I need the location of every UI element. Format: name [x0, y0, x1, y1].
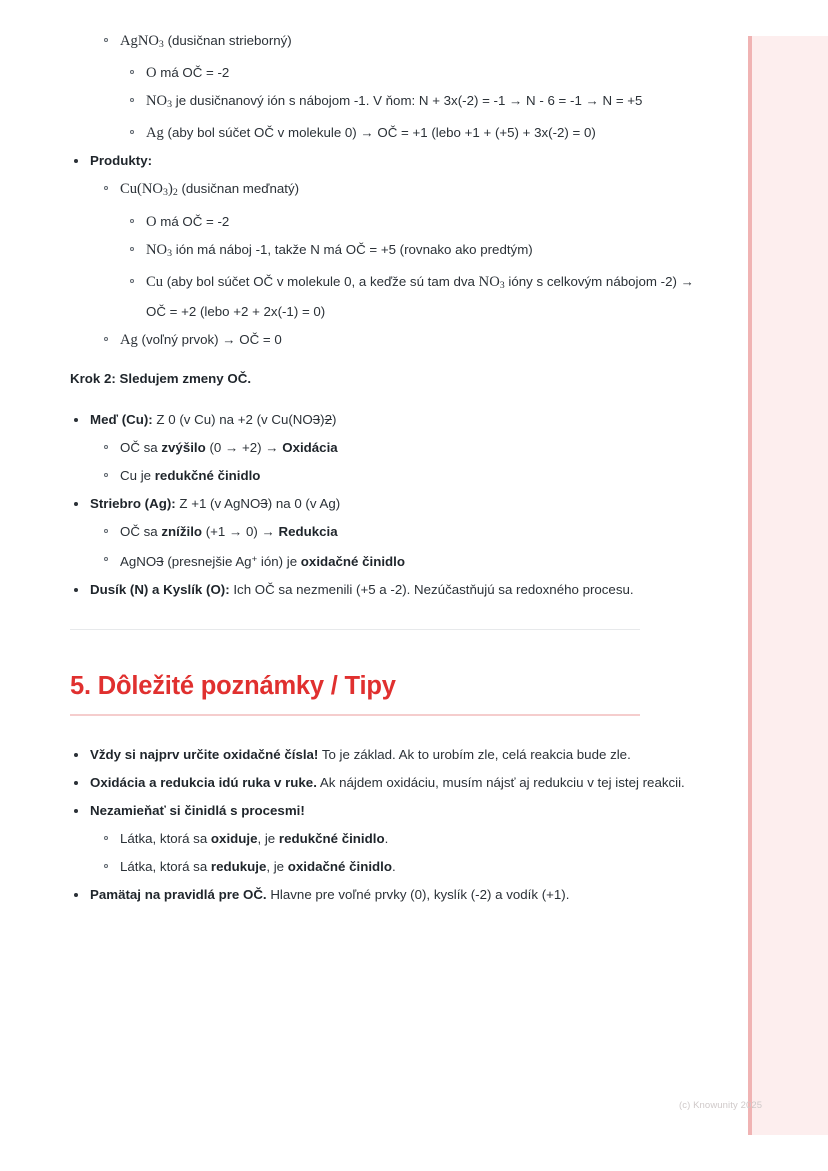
tip-3-text	[90, 798, 700, 824]
nitrate-ion-explanation: je dusičnanový ión s nábojom -1. V ňom: N + 3x(-2) = -1 → N - 6 = -1 → N = +5	[172, 93, 643, 109]
products-label: Produkty:	[90, 153, 153, 169]
nitrogen-oxygen-label: Dusík (N) a Kyslík (O):	[90, 581, 230, 597]
text-mid-a: (presnejšie Ag	[163, 553, 252, 569]
formula-text: NO	[146, 93, 168, 110]
tips-list-continued	[0, 882, 700, 908]
tip-1-rest: To je základ. Ak to urobím zle, celá reakcia bude zle.	[318, 746, 631, 762]
silver-text-c: ) na 0 (v Ag)	[267, 495, 341, 511]
charge-superscript: +	[251, 553, 258, 565]
chemical-formula-agno3	[120, 33, 164, 49]
list-item-silver	[0, 491, 700, 517]
text-bold: oxidačné činidlo	[300, 553, 405, 569]
copper-sub-list	[0, 435, 700, 489]
cu-nitrate-explanation: ión má náboj -1, takže N má OČ = +5 (rovnako ako predtým)	[172, 241, 533, 257]
compound-name: (dusičnan meďnatý)	[177, 181, 300, 197]
list-item-nitrogen-oxygen	[0, 577, 700, 603]
text-pre: OČ sa	[120, 523, 162, 539]
formula-no3	[146, 242, 172, 258]
tip-4-rest: Hlavne pre voľné prvky (0), kyslík (-2) a vodík (+1).	[266, 886, 570, 902]
cu-no3-2-line	[120, 176, 700, 206]
tip-3-sub-1-text	[120, 826, 700, 852]
compound-name: (dusičnan strieborný)	[163, 33, 292, 48]
formula-ag	[120, 332, 138, 348]
formula-no3: $NO_3$	[478, 273, 505, 291]
decorative-side-panel	[748, 36, 828, 1135]
tip-1-bold: Vždy si najprv určite oxidačné čísla!	[90, 746, 319, 762]
list-item-tip-1	[0, 742, 700, 768]
text-pre: OČ sa	[120, 439, 162, 455]
formula-text: )	[167, 181, 173, 198]
text-post: .	[384, 830, 389, 846]
text-bold-2: redukčné činidlo	[278, 830, 385, 846]
page-title: 5. Dôležité poznámky / Tipy	[70, 671, 396, 700]
chemical-formula-cu-no3-2	[120, 181, 178, 197]
list-item-nitrate-ion	[0, 88, 700, 118]
silver-line	[90, 491, 700, 517]
formula-subscript: 2	[172, 187, 178, 199]
list-item-cu-oc	[0, 269, 700, 325]
text-bold-1: znížilo	[161, 523, 203, 539]
products-label-text	[90, 148, 700, 174]
tip-3-sub-2-text	[120, 854, 700, 880]
list-item-cu-oxygen-oc	[0, 209, 700, 235]
struck-subscript: 2	[324, 411, 332, 427]
list-item-copper-oxidation	[0, 435, 700, 461]
formula-o: O	[146, 213, 157, 230]
tip-4-text	[90, 882, 700, 908]
struck-subscript: 3	[312, 411, 321, 427]
tip-2-bold: Oxidácia a redukcia idú ruka v ruke.	[90, 774, 317, 790]
nitrate-ion-text	[146, 88, 700, 118]
ag-free-text	[120, 327, 700, 353]
oxygen-oc-text: O má OČ = -2	[146, 60, 700, 86]
list-item-products-label	[0, 148, 700, 174]
nitrogen-oxygen-text	[90, 577, 700, 603]
text-pre: Látka, ktorá sa	[120, 830, 211, 846]
list-item-copper-reducing-agent	[0, 463, 700, 489]
cu-oc-part-b: ióny s celkovým nábojom -2) → OČ = +2 (lebo +2 + 2x(-1) = 0)	[146, 273, 694, 319]
silver-reduction-text	[120, 519, 700, 545]
step2-silver-list	[0, 491, 700, 517]
text-post: .	[391, 858, 396, 874]
text-mid: (+1 → 0) →	[202, 523, 279, 539]
tip-3-bold: Nezamieňať si činidlá s procesmi!	[90, 802, 305, 818]
formula-subscript: 3	[167, 99, 173, 111]
nitrogen-oxygen-explanation: Ich OČ sa nezmenili (+5 a -2). Nezúčastňujú sa redoxného procesu.	[229, 581, 634, 597]
list-item-silver-oc	[0, 120, 700, 146]
copper-text-c: )	[331, 411, 337, 427]
products-list	[0, 148, 700, 174]
text-pre: Látka, ktorá sa	[120, 858, 211, 874]
list-item-tip-4	[0, 882, 700, 908]
formula-text: Cu(NO	[120, 181, 163, 198]
list-item-oxygen-oc	[0, 60, 700, 86]
formula-text: AgNO	[120, 33, 159, 49]
cu-sub-list	[0, 209, 700, 325]
copper-label: Meď (Cu):	[90, 411, 153, 427]
list-item-cu-nitrate	[0, 237, 700, 267]
text-bold-1: redukuje	[210, 858, 267, 874]
step2-copper-list	[0, 407, 700, 433]
ag-free-list	[0, 327, 700, 353]
formula-text: Ag	[120, 331, 138, 348]
copper-text-a: Z 0 (v Cu) na +2 (v Cu(NO	[152, 411, 313, 427]
formula-subscript: 3	[167, 247, 173, 259]
cu-oxygen-oc-text: O má OČ = -2	[146, 209, 700, 235]
copper-reducing-agent-text	[120, 463, 700, 489]
text-bold-2: Oxidácia	[282, 439, 338, 455]
formula-subscript: 3	[158, 39, 164, 51]
section-divider	[70, 629, 640, 630]
formula-subscript: 3	[162, 187, 168, 199]
text-mid: , je	[266, 858, 288, 874]
text-mid: , je	[257, 830, 279, 846]
step2-heading: Krok 2: Sledujem zmeny OČ.	[70, 370, 252, 386]
silver-oc-text: Ag (aby bol súčet OČ v molekule 0) → OČ = +1 (lebo +1 + (+5) + 3x(-2) = 0)	[146, 120, 700, 146]
struck-subscript: 3	[260, 495, 268, 511]
tip-2-rest: Ak nájdem oxidáciu, musím nájsť aj redukciu v tej istej reakcii.	[316, 774, 685, 790]
tip-3-sub-list	[0, 826, 700, 880]
step2-nitrogen-list	[0, 577, 700, 603]
list-item-tip-3-sub-1	[0, 826, 700, 852]
agno3-formula-line	[120, 28, 700, 58]
silver-sub-list	[0, 519, 700, 575]
tip-2-text	[90, 770, 700, 796]
agno3-sub-list	[0, 60, 700, 146]
ag-free-explanation: (voľný prvok) → OČ = 0	[137, 331, 282, 347]
list-item-ag-free	[0, 327, 700, 353]
products-sub-list	[0, 176, 700, 206]
copyright-watermark: (c) Knowunity 2025	[679, 1100, 763, 1111]
tips-list	[0, 742, 700, 824]
agno3-oxidizing-agent-text	[120, 547, 700, 575]
copper-oxidation-text	[120, 435, 700, 461]
silver-label: Striebro (Ag):	[90, 495, 176, 511]
section-heading-rule	[70, 714, 640, 716]
struck-subscript: 3	[156, 553, 164, 569]
formula-subscript: 3	[499, 279, 505, 291]
text-bold-1: redukčné činidlo	[154, 467, 261, 483]
list-item-agno3-oxidizing-agent	[0, 547, 700, 575]
tip-4-bold: Pamätaj na pravidlá pre OČ.	[90, 886, 267, 902]
list-item-tip-3	[0, 798, 700, 824]
list-item-silver-reduction	[0, 519, 700, 545]
tip-1-text	[90, 742, 700, 768]
text-bold-2: oxidačné činidlo	[287, 858, 392, 874]
reactants-list	[0, 28, 700, 58]
text-bold-1: oxiduje	[210, 830, 258, 846]
text-bold-2: Redukcia	[278, 523, 338, 539]
formula-no3	[146, 93, 172, 109]
list-item-agno3	[0, 28, 700, 58]
formula-cu: Cu	[146, 273, 164, 290]
formula-ag: Ag	[146, 125, 164, 142]
list-item-tip-3-sub-2	[0, 854, 700, 880]
list-item-tip-2	[0, 770, 700, 796]
formula-o: O	[146, 65, 157, 82]
text-mid-b: ión) je	[257, 553, 301, 569]
copper-line	[90, 407, 700, 433]
decorative-side-panel-stripe	[748, 36, 752, 1135]
list-item-cu-no3-2	[0, 176, 700, 206]
list-item-copper	[0, 407, 700, 433]
text-pre: AgNO	[120, 553, 157, 569]
cu-oc-text: Cu (aby bol súčet OČ v molekule 0, a keďže sú tam dva $NO_3$ ióny s celkovým nábojom -2) → OČ = +2 (lebo +2 + 2x(-1) = 0)	[146, 269, 700, 325]
formula-text: NO	[146, 241, 168, 258]
copper-text-b: )	[320, 411, 325, 427]
silver-text-a: Z +1 (v AgNO	[175, 495, 261, 511]
text-bold-1: zvýšilo	[161, 439, 206, 455]
text-pre: Cu je	[120, 467, 155, 483]
text-mid: (0 → +2) →	[205, 439, 283, 455]
cu-nitrate-text	[146, 237, 700, 267]
